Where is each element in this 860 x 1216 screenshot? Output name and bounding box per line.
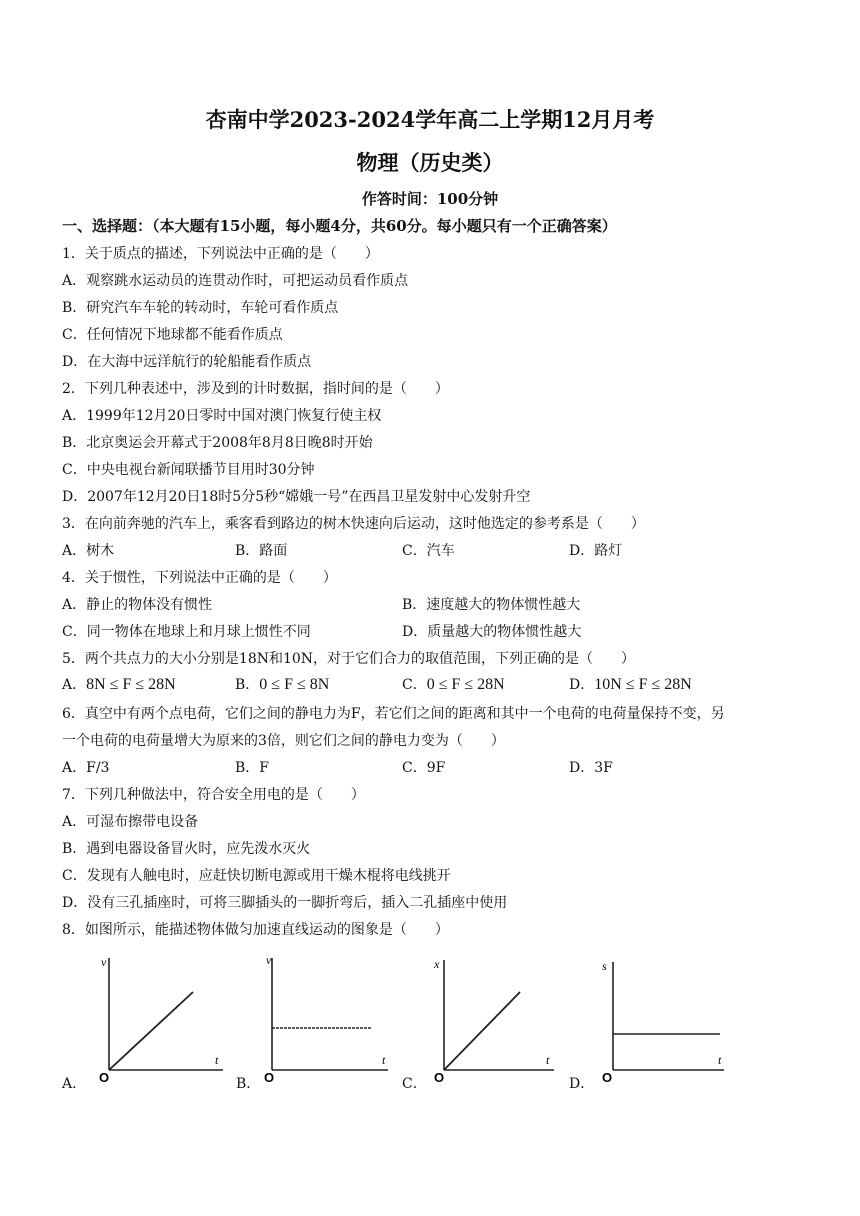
- q2-option-a: A．1999年12月20日零时中国对澳门恢复行使主权: [62, 408, 382, 424]
- q5-option-a: [62, 674, 176, 694]
- q2-option-c: C．中央电视台新闻联播节目用时30分钟: [62, 462, 315, 478]
- graph-c-origin: O: [434, 1070, 445, 1082]
- q8-graph-d-label: D．: [569, 1076, 595, 1092]
- q5-option-c: [402, 674, 505, 694]
- q6-option-a: A．F/3: [62, 760, 110, 776]
- graph-a-x-label: t: [215, 1053, 219, 1067]
- q4-option-c: C．同一物体在地球上和月球上惯性不同: [62, 624, 311, 640]
- q1-option-a: A．观察跳水运动员的连贯动作时，可把运动员看作质点: [62, 273, 409, 289]
- q5-stem: 5．两个共点力的大小分别是18N和10N，对于它们合力的取值范围，下列正确的是（ ）: [62, 651, 636, 667]
- graph-c-x-label: t: [546, 1053, 550, 1067]
- q8-graph-d: [598, 952, 728, 1082]
- q7-option-a: A．可湿布擦带电设备: [62, 814, 199, 830]
- q7-stem: 7．下列几种做法中，符合安全用电的是（ ）: [62, 787, 365, 803]
- q6-option-b: B．F: [235, 760, 270, 776]
- exam-title: 杏南中学2023-2024学年高二上学期12月月考: [205, 107, 655, 132]
- q2-option-d: D．2007年12月20日18时5分5秒“嫦娥一号”在西昌卫星发射中心发射升空: [62, 489, 531, 505]
- q6-option-c: C．9F: [402, 760, 446, 776]
- q3-option-b: B．路面: [235, 543, 288, 559]
- q7-option-c: C．发现有人触电时，应赶快切断电源或用干燥木棍将电线挑开: [62, 868, 451, 884]
- q4-option-d: D．质量越大的物体惯性越大: [402, 624, 582, 640]
- exam-time: 作答时间：100分钟: [361, 190, 499, 208]
- exam-subtitle: 物理（历史类）: [356, 150, 504, 175]
- q2-stem: 2．下列几种表述中，涉及到的计时数据，指时间的是（ ）: [62, 381, 449, 397]
- q3-stem: 3．在向前奔驰的汽车上，乘客看到路边的树木快速向后运动，这时他选定的参考系是（ ）: [62, 516, 645, 532]
- q1-option-b: B．研究汽车车轮的转动时，车轮可看作质点: [62, 300, 339, 316]
- q5-option-a-label: A．: [62, 677, 87, 693]
- section-heading: 一、选择题：（本大题有15小题，每小题4分，共60分。每小题只有一个正确答案）: [62, 217, 617, 235]
- q2-option-b: B．北京奥运会开幕式于2008年8月8日晚8时开始: [62, 435, 373, 451]
- q1-option-c: C．任何情况下地球都不能看作质点: [62, 327, 283, 343]
- graph-b-x-label: t: [382, 1053, 386, 1067]
- q4-option-b: B．速度越大的物体惯性越大: [402, 597, 581, 613]
- q4-option-a: A．静止的物体没有惯性: [62, 597, 213, 613]
- q8-graph-c: [428, 952, 558, 1082]
- q5-option-c-formula: 0 ≤ F ≤ 28N: [426, 676, 505, 693]
- q8-graph-a: [95, 952, 225, 1082]
- q5-option-c-label: C．: [402, 677, 427, 693]
- graph-b-origin: O: [264, 1070, 275, 1082]
- graph-c-line: [444, 992, 520, 1070]
- q7-option-b: B．遇到电器设备冒火时，应先泼水灭火: [62, 841, 311, 857]
- graph-d-y-label: s: [602, 959, 607, 973]
- q5-option-b: [235, 674, 329, 694]
- q1-option-d: D．在大海中远洋航行的轮船能看作质点: [62, 354, 312, 370]
- graph-a-y-label: v: [101, 955, 107, 969]
- q8-stem: 8．如图所示，能描述物体做匀加速直线运动的图象是（ ）: [62, 922, 449, 938]
- q6-stem-line1: 6．真空中有两个点电荷，它们之间的静电力为F，若它们之间的距离和其中一个电荷的电荷量保持不变，另: [62, 706, 725, 722]
- q5-option-d-formula: 10N ≤ F ≤ 28N: [594, 676, 692, 693]
- q1-stem: 1．关于质点的描述，下列说法中正确的是（ ）: [62, 246, 379, 262]
- graph-a-line: [109, 992, 193, 1070]
- q8-graph-b-label: B．: [236, 1076, 261, 1092]
- graph-d-x-label: t: [718, 1053, 722, 1067]
- q7-option-d: D．没有三孔插座时，可将三脚插头的一脚折弯后，插入二孔插座中使用: [62, 895, 508, 911]
- q5-option-b-formula: 0 ≤ F ≤ 8N: [259, 676, 330, 693]
- q3-option-a: A．树木: [62, 543, 115, 559]
- q6-option-d: D．3F: [569, 760, 613, 776]
- graph-c-y-label: x: [434, 957, 440, 971]
- q8-graph-c-label: C．: [402, 1076, 427, 1092]
- graph-a-origin: O: [99, 1070, 110, 1082]
- q3-option-d: D．路灯: [569, 543, 623, 559]
- q3-option-c: C．汽车: [402, 543, 455, 559]
- q5-option-d: [569, 674, 692, 694]
- q6-stem-line2: 一个电荷的电荷量增大为原来的3倍，则它们之间的静电力变为（ ）: [62, 733, 505, 749]
- q8-graph-a-label: A．: [62, 1076, 87, 1092]
- graph-d-origin: O: [602, 1070, 613, 1082]
- q4-stem: 4．关于惯性，下列说法中正确的是（ ）: [62, 570, 337, 586]
- q5-option-a-formula: 8N ≤ F ≤ 28N: [86, 676, 176, 693]
- graph-b-y-label: v: [266, 953, 272, 967]
- q5-option-b-label: B．: [235, 677, 260, 693]
- q8-graph-b: [260, 952, 390, 1082]
- q5-option-d-label: D．: [569, 677, 595, 693]
